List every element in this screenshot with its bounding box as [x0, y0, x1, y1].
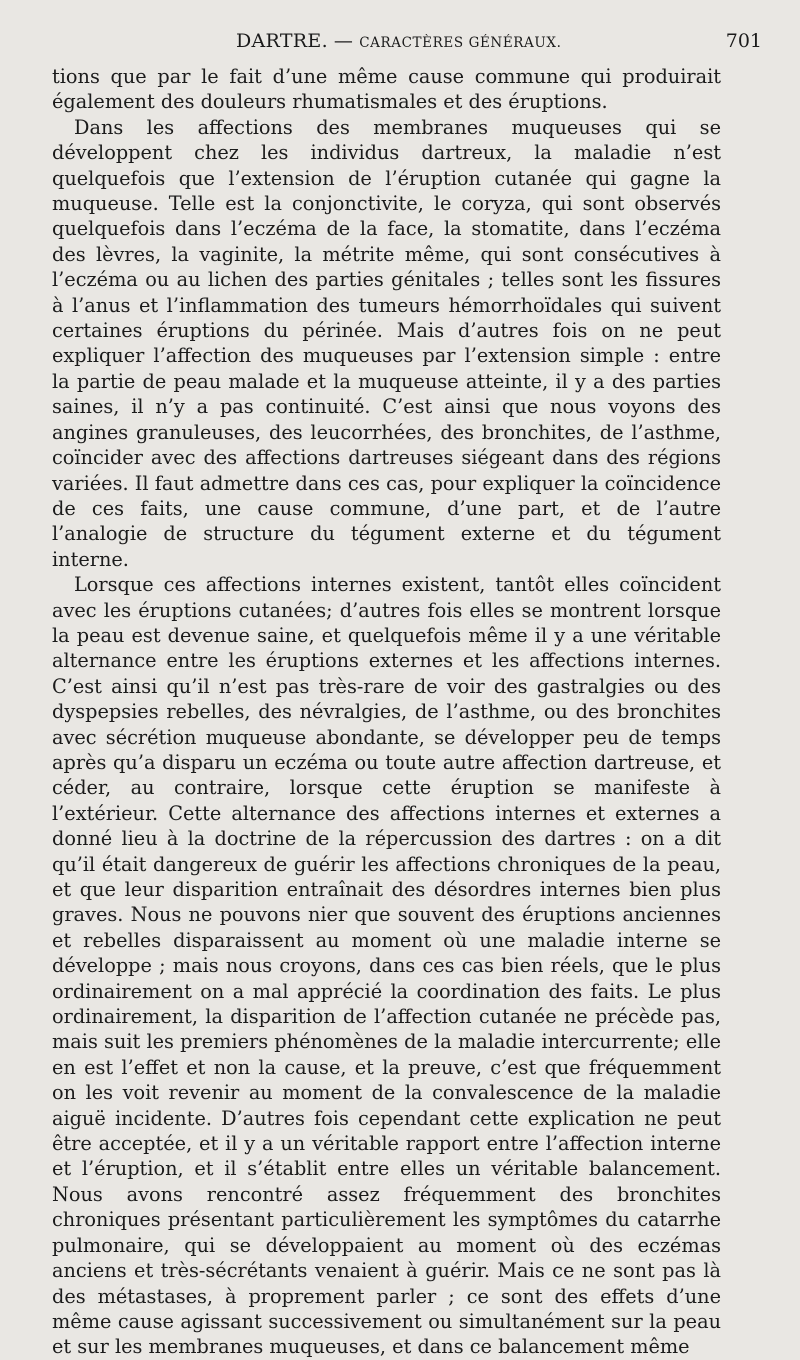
- running-header: [0, 30, 800, 60]
- header-dash: —: [333, 30, 354, 52]
- paragraph-continued: tions que par le fait d’une même cause commune qui produirait également des douleurs rhumatismales et des éruptions.: [52, 65, 721, 114]
- header-title: DARTRE.: [236, 30, 328, 52]
- body-text: [52, 64, 721, 1360]
- paragraph-internal-affections: Lorsque ces affections internes existent, tantôt elles coïncident avec les éruptions cutanées; d’autres fois elles se montrent lorsque la peau est devenue saine, et quelquefois même il y a une véritable alternance entre les éruptions externes et les affections internes. C’est ainsi qu’il n’est pas très-rare de voir des gastralgies ou des dyspepsies rebelles, des névralgies, de l’asthme, ou des bronchites avec sécrétion muqueuse abondante, se développer peu de temps après qu’a disparu un eczéma ou toute autre affection dartreuse, et céder, au contraire, lorsque cette éruption se manifeste à l’extérieur. Cette alternance des affections internes et externes a donné lieu à la doctrine de la répercussion des dartres : on a dit qu’il était dangereux de guérir les affections chroniques de la peau, et que leur disparition entraînait des désordres internes bien plus graves. Nous ne pouvons nier que souvent des éruptions anciennes et rebelles disparaissent au moment où une maladie interne se développe ; mais nous croyons, dans ces cas bien réels, que le plus ordinairement on a mal apprécié la coordination des faits. Le plus ordinairement, la disparition de l’affection cutanée ne précède pas, mais suit les premiers phénomènes de la maladie intercurrente; elle en est l’effet et non la cause, et la preuve, c’est que fréquemment on les voit revenir au moment de la convalescence de la maladie aiguë incidente. D’autres fois cependant cette explication ne peut être acceptée, et il y a un véritable rapport entre l’affection interne et l’éruption, et il s’établit entre elles un véritable balancement. Nous avons rencontré assez fréquemment des bronchites chroniques présentant particulièrement les symptômes du catarrhe pulmonaire, qui se développaient au moment où des eczémas anciens et très-sécrétants venaient à guérir. Mais ce ne sont pas là des métastases, à proprement parler ; ce sont des effets d’une même cause agissant successivement ou simultanément sur la peau et sur les membranes muqueuses, et dans ce balancement même: [52, 573, 721, 1359]
- page-number: 701: [725, 30, 762, 52]
- header-subtitle: CARACTÈRES GÉNÉRAUX.: [359, 35, 562, 51]
- running-title: [236, 30, 561, 52]
- paragraph-mucous-affections: Dans les affections des membranes muqueuses qui se développent chez les individus dartreux, la maladie n’est quelquefois que l’extension de l’éruption cutanée qui gagne la muqueuse. Telle est la conjonctivite, le coryza, qui sont observés quelquefois dans l’eczéma de la face, la stomatite, dans l’eczéma des lèvres, la vaginite, la métrite même, qui sont consécutives à l’eczéma ou au lichen des parties génitales ; telles sont les fissures à l’anus et l’inflammation des tumeurs hémorrhoïdales qui suivent certaines éruptions du périnée. Mais d’autres fois on ne peut expliquer l’affection des muqueuses par l’extension simple : entre la partie de peau malade et la muqueuse atteinte, il y a des parties saines, il n’y a pas continuité. C’est ainsi que nous voyons des angines granuleuses, des leucorrhées, des bronchites, de l’asthme, coïncider avec des affections dartreuses siégeant dans des régions variées. Il faut admettre dans ces cas, pour expliquer la coïncidence de ces faits, une cause commune, d’une part, et de l’autre l’analogie de structure du tégument externe et du tégument interne.: [52, 115, 721, 571]
